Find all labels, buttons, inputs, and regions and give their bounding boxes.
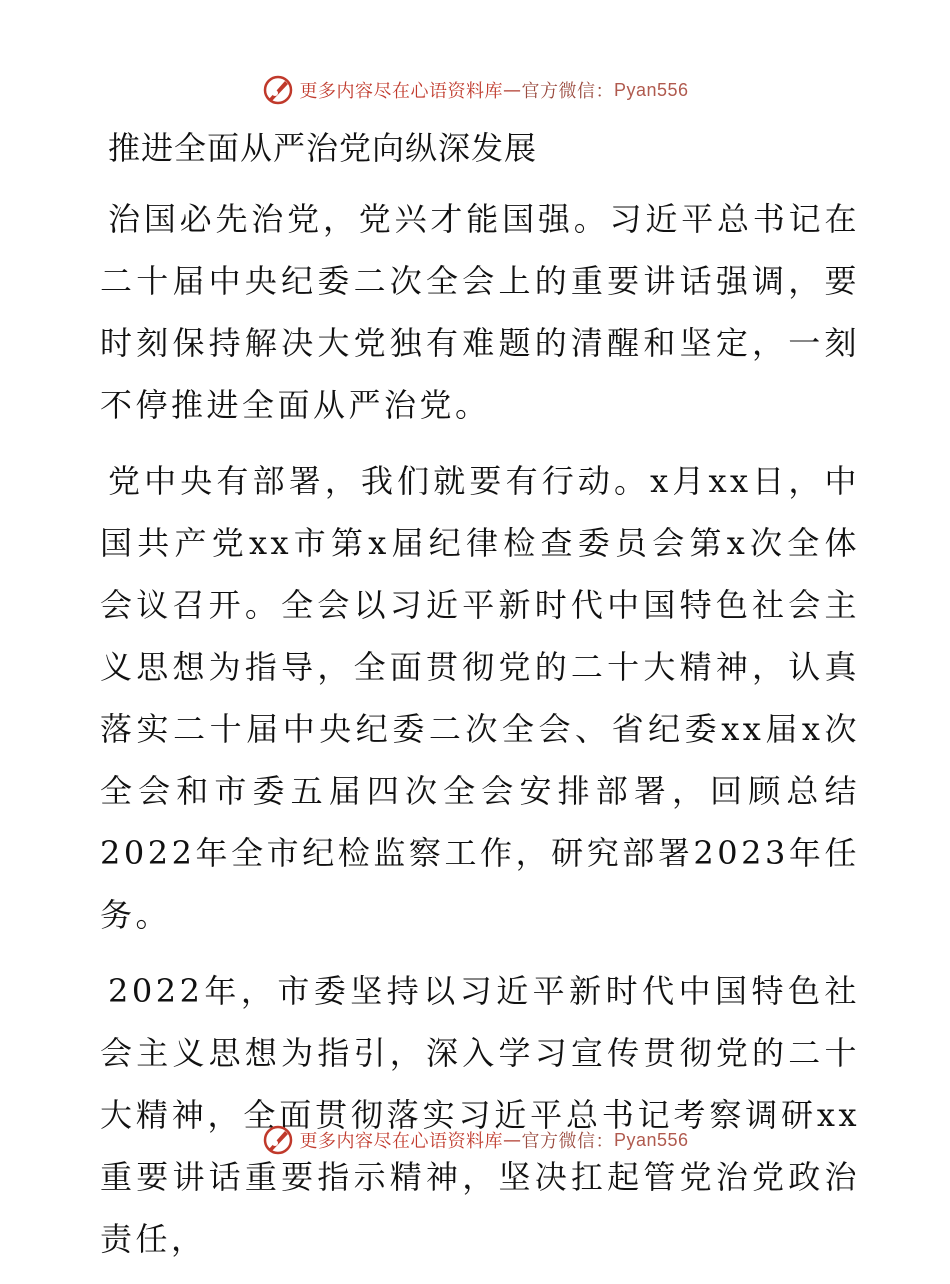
header-watermark [0,70,950,110]
quill-logo-icon [261,1123,295,1157]
watermark-wechat-id: Pyan556 [613,79,689,100]
watermark-wechat-label: 官方微信： [521,81,614,102]
document-title: 推进全面从严治党向纵深发展 [108,129,538,167]
paragraph-3: 2022年，市委坚持以习近平新时代中国特色社会主义思想为指引，深入学习宣传贯彻党的二十大精神，全面贯彻落实习近平总书记考察调研xx重要讲话重要指示精神，坚决扛起管党治党政治责任， [100,972,860,1258]
watermark-dash: — [502,1129,522,1151]
watermark-wechat-label: 官方微信： [521,1131,614,1152]
watermark-wechat-id: Pyan556 [613,1129,689,1150]
watermark-site-text: 更多内容尽在心语资料库 [299,1131,503,1152]
paragraph-1: 治国必先治党，党兴才能国强。习近平总书记在二十届中央纪委二次全会上的重要讲话强调，要时刻保持解决大党独有难题的清醒和坚定，一刻不停推进全面从严治党。 [100,200,860,424]
quill-logo-icon [261,73,295,107]
paragraph-2: 党中央有部署，我们就要有行动。x月xx日，中国共产党xx市第x届纪律检查委员会第x次全体会议召开。全会以习近平新时代中国特色社会主义思想为指导，全面贯彻党的二十大精神，认真落实二十届中央纪委二次全会、省纪委xx届x次全会和市委五届四次全会安排部署，回顾总结2022年全市纪检监察工作，研究部署2023年任务。 [100,462,860,934]
document-body [100,118,860,1284]
watermark-site-text: 更多内容尽在心语资料库 [299,81,503,102]
footer-watermark [0,1120,950,1160]
watermark-dash: — [502,79,522,101]
